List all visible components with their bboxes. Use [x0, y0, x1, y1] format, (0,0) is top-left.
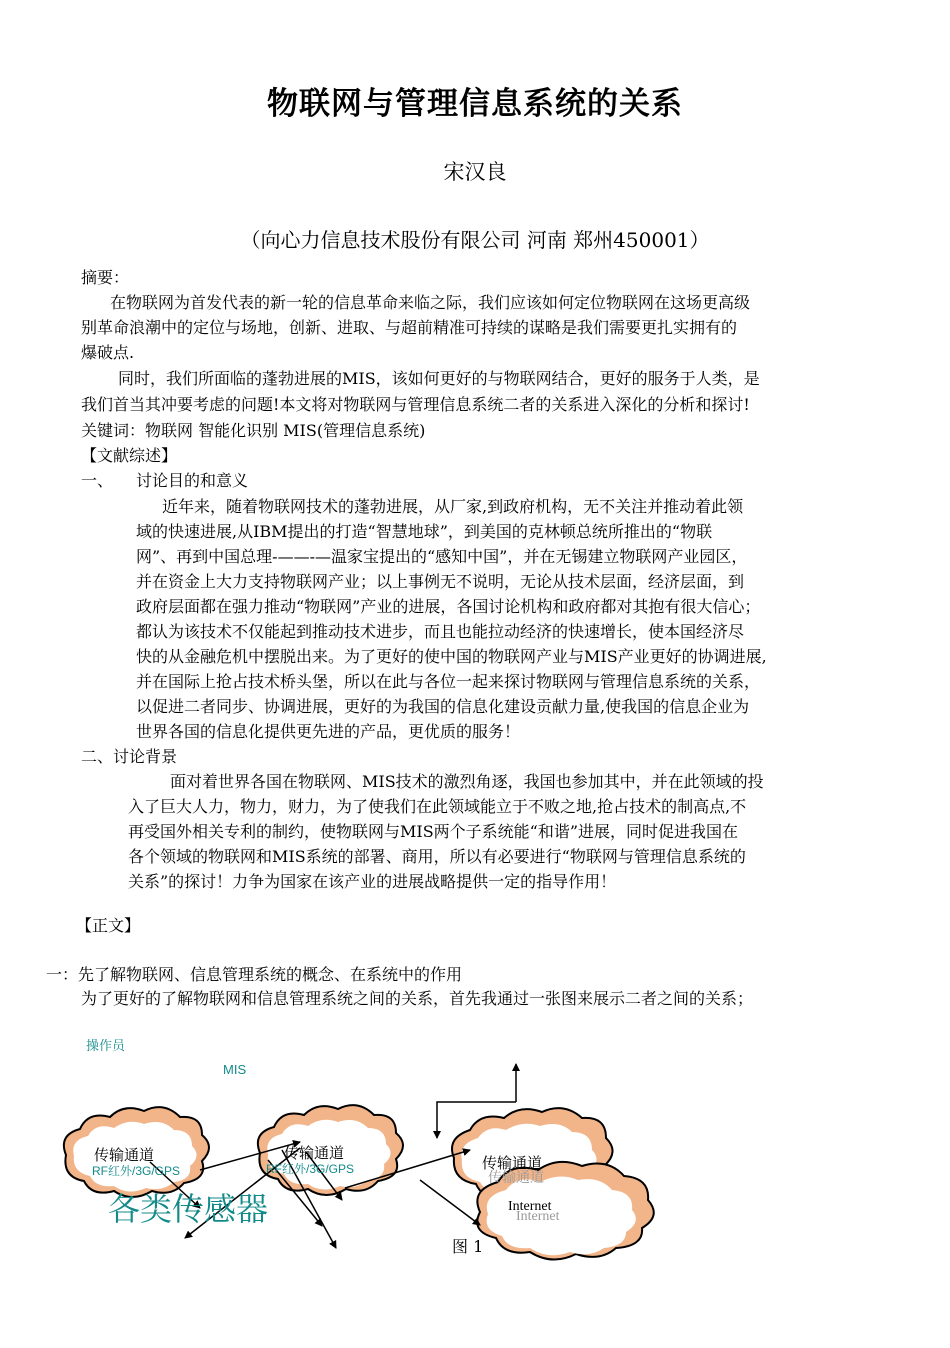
- main-heading: 【正文】: [76, 916, 141, 935]
- affiliation: （向心力信息技术股份有限公司 河南 郑州450001）: [240, 228, 710, 252]
- section1-line: 近年来，随着物联网技术的蓬勃进展，从厂家,到政府机构，无不关注并推动着此领: [162, 497, 744, 516]
- internet-label-shadow: Internet: [516, 1209, 560, 1224]
- section2-line: 关系”的探讨！力争为国家在该产业的进展战略提供一定的指导作用！: [128, 872, 617, 891]
- channel-label-middle: 传输通道: [284, 1144, 345, 1162]
- section2-line: 入了巨大人力，物力，财力，为了使我们在此领域能立于不败之地,抢占技术的制高点,不: [128, 797, 747, 816]
- section1-line: 域的快速进展,从IBM提出的打造“智慧地球”，到美国的克林顿总统所推出的“物联: [136, 522, 713, 541]
- review-heading: 【文献综述】: [81, 446, 178, 465]
- section2-line: 各个领域的物联网和MIS系统的部署、商用，所以有必要进行“物联网与管理信息系统的: [128, 847, 746, 866]
- mis-label: MIS: [223, 1062, 247, 1077]
- abstract-line: 在物联网为首发代表的新一轮的信息革命来临之际，我们应该如何定位物联网在这场更高级: [110, 293, 751, 312]
- operator-label: 操作员: [86, 1038, 126, 1053]
- channel-label-right: 传输通道: [482, 1154, 543, 1172]
- abstract-label: 摘要：: [81, 268, 130, 287]
- section1-number: 一、: [81, 471, 114, 490]
- figure-diagram: [0, 1030, 950, 1344]
- section2-line: 面对着世界各国在物联网、MIS技术的激烈角逐，我国也参加其中，并在此领域的投: [170, 772, 764, 791]
- part1-line: 为了更好的了解物联网和信息管理系统之间的关系，首先我通过一张图来展示二者之间的关系；: [81, 989, 754, 1008]
- section1-line: 世界各国的信息化提供更先进的产品，更优质的服务！: [136, 722, 521, 741]
- sensors-label: 各类传感器: [108, 1190, 269, 1228]
- abstract-line: 同时，我们所面临的蓬勃进展的MIS，该如何更好的与物联网结合，更好的服务于人类，是: [118, 369, 760, 388]
- channel-label-left: 传输通道: [94, 1146, 155, 1164]
- abstract-line: 别革命浪潮中的定位与场地，创新、进取、与超前精准可持续的谋略是我们需要更扎实拥有的: [81, 318, 738, 337]
- section1-heading: 讨论目的和意义: [136, 471, 249, 490]
- rf-label-middle: RF红外/3G/GPS: [266, 1162, 355, 1176]
- section1-line: 都认为该技术不仅能起到推动技术进步，而且也能拉动经济的快速增长，使本国经济尽: [136, 622, 745, 641]
- author: 宋汉良: [443, 160, 507, 184]
- section2-heading: 二、讨论背景: [81, 747, 178, 766]
- figure-caption: 图 1: [452, 1237, 484, 1256]
- rf-label-left: RF红外/3G/GPS: [92, 1164, 181, 1178]
- section1-line: 快的从金融危机中摆脱出来。为了更好的使中国的物联网产业与MIS产业更好的协调进展,: [136, 647, 767, 666]
- section2-line: 再受国外相关专利的制约，使物联网与MIS两个子系统能“和谐”进展，同时促进我国在: [128, 822, 739, 841]
- internet-label: Internet: [508, 1199, 552, 1214]
- section1-line: 网”、再到中国总理-——-—温家宝提出的“感知中国”，并在无锡建立物联网产业园区，: [136, 547, 748, 566]
- section1-line: 以促进二者同步、协调进展，更好的为我国的信息化建设贡献力量,使我国的信息企业为: [136, 697, 750, 716]
- section1-line: 并在资金上大力支持物联网产业；以上事例无不说明，无论从技术层面，经济层面，到: [136, 572, 745, 591]
- page-title: 物联网与管理信息系统的关系: [267, 86, 683, 122]
- abstract-line: 爆破点.: [81, 343, 135, 362]
- abstract-line: 我们首当其冲要考虑的问题!本文将对物联网与管理信息系统二者的关系进入深化的分析和探讨!: [81, 395, 750, 414]
- diagram-canvas: [0, 1030, 950, 1344]
- part1-heading: 一：先了解物联网、信息管理系统的概念、在系统中的作用: [46, 965, 463, 984]
- section1-line: 政府层面都在强力推动“物联网”产业的进展，各国讨论机构和政府都对其抱有很大信心；: [136, 597, 761, 616]
- section1-line: 并在国际上抢占技术桥头堡，所以在此与各位一起来探讨物联网与管理信息系统的关系，: [136, 672, 761, 691]
- channel-label-right-shadow: 传输通道: [488, 1170, 544, 1186]
- keywords: 关键词：物联网 智能化识别 MIS(管理信息系统): [81, 421, 426, 440]
